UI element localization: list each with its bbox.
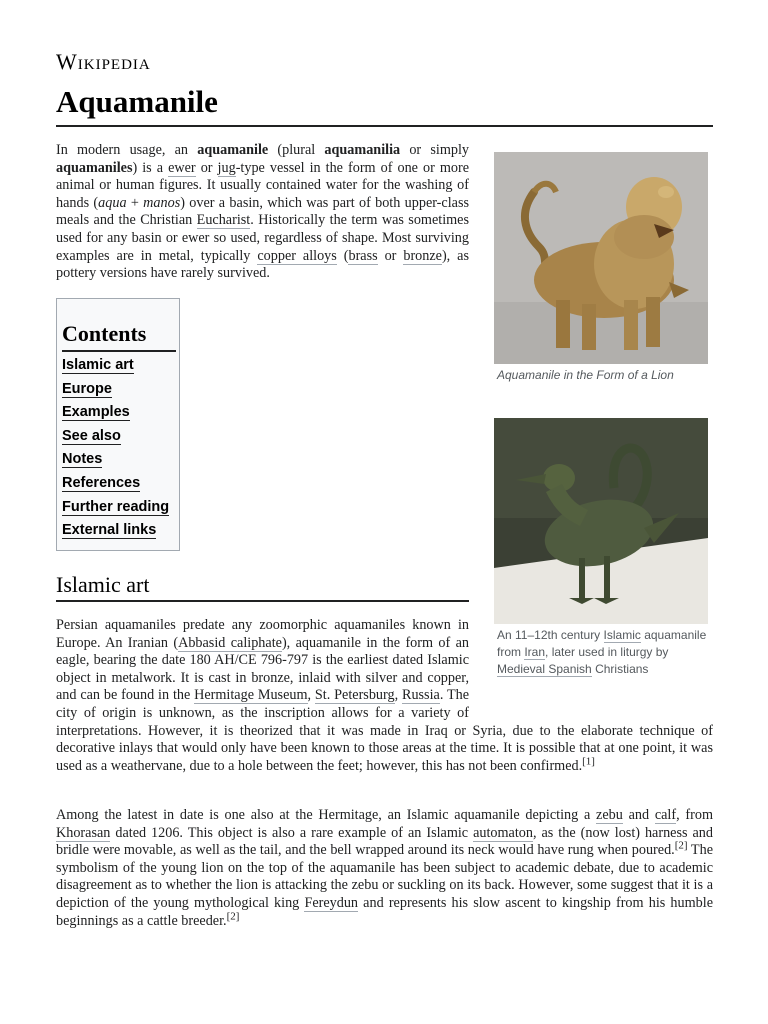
link-eucharist[interactable]: Eucharist	[196, 212, 251, 229]
toc-item[interactable]: Further reading	[62, 498, 170, 515]
lion-aquamanile-image[interactable]	[494, 152, 708, 364]
toc-list	[62, 357, 169, 546]
link-khorasan[interactable]: Khorasan	[56, 824, 111, 841]
reference-2b[interactable]: [2]	[226, 909, 240, 922]
title-divider	[56, 125, 713, 127]
link-st-petersburg[interactable]: St. Petersburg	[314, 687, 395, 704]
wikipedia-wordmark[interactable]: Wikipedia	[56, 49, 151, 74]
table-of-contents	[56, 298, 180, 551]
link-iran[interactable]: Iran	[524, 645, 546, 659]
toc-item[interactable]: See also	[62, 427, 121, 444]
page-title: Aquamanile	[56, 84, 218, 119]
term-aqua: aqua	[98, 194, 127, 211]
islamic-art-paragraph-2: Among the latest in date is one also at the Hermitage, an Islamic aquamanile depicting a zebu and calf, from Khorasan dated 1206. This object is also a rare example of an Islamic automaton, as the (now lost) harness and bridle were movable, as well as the tail, and the bell wrapped around its neck would have rung when poured.[2] The symbolism of the young lion on the top of the aquamanile has been subject to academic debate, due to academic disagreement as to whether the lion is attacking the zebu or suckling on its back. However, some suggest that it is a depiction of the young mythological king Fereydun and represents his slow ascent to kingship from his humble beginnings as a cattle breeder.[2]	[56, 807, 713, 929]
section-heading-islamic-art: Islamic art	[56, 572, 150, 597]
link-zebu[interactable]: zebu	[596, 807, 623, 823]
term-manos: manos	[143, 194, 181, 211]
link-copper-alloys[interactable]: copper alloys	[257, 247, 337, 264]
term-aquamaniles: aquamaniles	[56, 159, 133, 176]
bird-aquamanile-image[interactable]	[494, 418, 708, 624]
link-fereydun[interactable]: Fereydun	[304, 894, 359, 911]
toc-item[interactable]: References	[62, 474, 141, 491]
link-calf[interactable]: calf	[654, 807, 677, 823]
toc-divider	[62, 350, 176, 352]
reference-2[interactable]: [2]	[674, 839, 688, 852]
section-divider	[56, 600, 469, 602]
link-brass[interactable]: brass	[348, 247, 378, 264]
toc-item[interactable]: Examples	[62, 404, 130, 421]
link-abbasid-caliphate[interactable]: Abbasid caliphate	[178, 634, 282, 651]
term-aquamanile: aquamanile	[197, 142, 269, 158]
link-automaton[interactable]: automaton	[473, 824, 533, 841]
reference-1[interactable]: [1]	[582, 755, 595, 768]
toc-item[interactable]: Notes	[62, 451, 103, 468]
islamic-art-paragraph-1: Persian aquamaniles predate any zoomorphic aquamaniles known in Europe. An Iranian (Abbasid caliphate), aquamanile in the form of an eagle, bearing the date 180 AH/CE 796-797 is the earliest dated Islamic object in metalwork. It is cast in bronze, inlaid with silver and copper, and can be found in the Hermitage Museum, St. Petersburg, Russia. The city of origin is unknown, as the inscription allows for a variety of interpretations. However, it is theorized that it was made in Iraq or Syria, due to the elaborate technique of decorative inlays that would only have been known to those areas at the time. It is possible that at one point, it was used as a weathervane, due to a hole between the feet; however, this has not been confirmed.[1]	[56, 617, 713, 774]
term-aquamanilia: aquamanilia	[324, 142, 401, 158]
toc-title: Contents	[62, 321, 147, 346]
link-islamic[interactable]: Islamic	[603, 628, 641, 642]
toc-item[interactable]: Europe	[62, 380, 112, 397]
link-ewer[interactable]: ewer	[168, 159, 196, 176]
link-medieval-spanish[interactable]: Medieval Spanish	[497, 662, 592, 676]
toc-item[interactable]: Islamic art	[62, 357, 134, 373]
link-russia[interactable]: Russia	[401, 687, 440, 704]
bird-caption: An 11–12th century Islamic aquamanile from Iran, later used in liturgy by Medieval Spanish Christians	[497, 628, 707, 676]
lead-paragraph: In modern usage, an aquamanile (plural aquamanilia or simply aquamaniles) is a ewer or jug-type vessel in the form of one or more animal or human figures. It usually contained water for the washing of hands (aqua + manos) over a basin, which was part of both upper-class meals and the Christian Eucharist. Historically the term was sometimes used for any basin or ewer so used, regardless of shape. Most surviving examples are in metal, typically copper alloys (brass or bronze), as pottery versions have rarely survived.	[56, 142, 469, 282]
link-jug[interactable]: jug	[217, 159, 236, 176]
link-hermitage-museum[interactable]: Hermitage Museum	[194, 687, 308, 704]
link-bronze[interactable]: bronze	[403, 247, 442, 264]
toc-item[interactable]: External links	[62, 522, 157, 539]
lion-caption: Aquamanile in the Form of a Lion	[497, 368, 674, 382]
figure-lion-aquamanile	[494, 152, 708, 384]
